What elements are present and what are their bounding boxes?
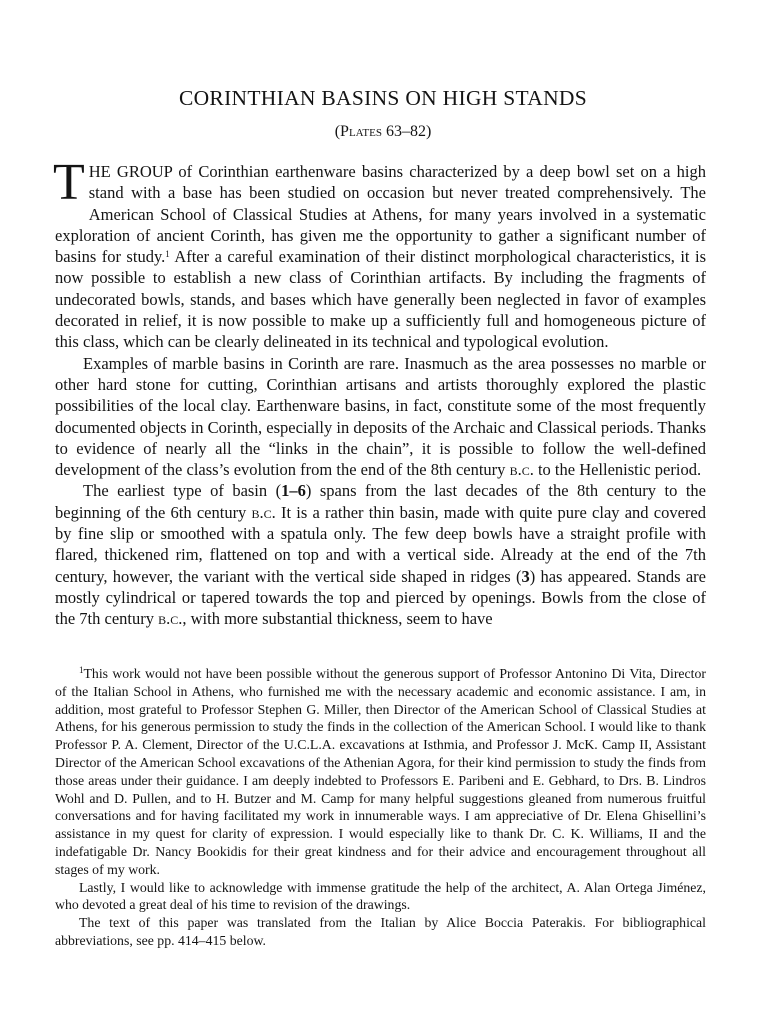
- footnote-1-continued-a: Lastly, I would like to acknowledge with immense gratitude the help of the architect, A. Alan Ortega Jiménez, who devoted a great deal of his time to revision of the drawings.: [55, 879, 706, 913]
- paragraph-3-text-d: ) has appeared. Stands are mostly cylindrical or tapered towards the top and pierced by openings. Bowls from the close of the 7th century: [55, 566, 706, 629]
- paragraph-2-text-a: Examples of marble basins in Corinth are rare. Inasmuch as the area possesses no marble or other hard stone for cutting, Corinthian artisans and artists thoroughly explored the plastic possibilities of the local clay. Earthenware basins, in fact, constitute some of the most frequently documented objects in Corinth, especially in deposits of the Archaic and Classical periods. Thanks to evidence of nearly all the “links in the chain”, it is possible to follow the well-defined development of the class’s evolution from the end of the 8th century: [55, 353, 706, 480]
- paragraph-2: [55, 353, 706, 481]
- paragraph-3-text-b: ) spans from the last decades of the 8th century to the beginning of the 6th century: [55, 481, 706, 522]
- catalogue-ref: 3: [521, 566, 530, 586]
- footnote-1-text: This work would not have been possible without the generous support of Professor Antonino Di Vita, Director of the Italian School in Athens, who furnished me with the necessary academic and economic assistance. I am, in addition, most grateful to Professor Stephen G. Miller, then Director of the American School of Classical Studies at Athens, for his generous permission to study the finds in the collection of the American School. I would like to thank Professor P. A. Clement, Director of the U.C.L.A. excavations at Isthmia, and Professor J. McK. Camp II, Assistant Director of the American School excavations of the Athenian Agora, for their kind permission to study the finds from those areas under their guidance. I am deeply indebted to Professors E. Paribeni and E. Gebhard, to Drs. B. Lindros Wohl and D. Pullen, and to H. Butzer and M. Camp for many helpful suggestions gleaned from numerous fruitful conversations and for having facilitated my work in innumerable ways. I am appreciative of Dr. Elena Ghisellini’s assistance in my quest for clarity of expression. I would especially like to thank Dr. C. K. Williams, II and the indefatigable Dr. Nancy Bookidis for their great kindness and for their advice and encouragement throughout all stages of my work.: [55, 666, 706, 877]
- paragraph-1: [53, 154, 706, 353]
- footnote-1-continued-b: The text of this paper was translated from the Italian by Alice Boccia Paterakis. For bibliographical abbreviations, see pp. 414–415 below.: [55, 915, 706, 948]
- page-title: CORINTHIAN BASINS ON HIGH STANDS: [178, 86, 588, 110]
- drop-cap: T: [53, 154, 85, 211]
- footnotes: [55, 665, 706, 950]
- era-abbrev: b.c.: [509, 460, 534, 480]
- paragraph-3-text-e: , with more substantial thickness, seem to have: [182, 609, 493, 629]
- paragraph-3-text-c: It is a rather thin basin, made with quite pure clay and covered by fine slip or smoothed with a spatula only. The few deep bowls have a straight profile with flared, thickened rim, flattened on top and with a vertical side. Already at the end of the 7th century, however, the variant with the vertical side shaped in ridges (: [55, 502, 706, 586]
- paragraph-3: [55, 480, 706, 629]
- lead-in: HE GROUP: [88, 162, 173, 181]
- main-text: [53, 154, 706, 630]
- footnote-1: [55, 665, 706, 879]
- footnote-1-marker: 1: [79, 665, 84, 675]
- paragraph-1-text-a: of Corinthian earthenware basins characterized by a deep bowl set on a high stand with a base has been studied on occasion but never treated comprehensively. The American School of Classical Studies at Athens, for many years involved in a systematic exploration of ancient Corinth, has given me the opportunity to gather a significant number of basins for study.: [55, 162, 706, 267]
- era-abbrev: b.c.: [158, 609, 183, 629]
- paragraph-3-text-a: The earliest type of basin (: [83, 481, 282, 501]
- catalogue-ref: 1–6: [281, 481, 306, 501]
- paragraph-2-text-b: to the Hellenistic period.: [533, 460, 702, 480]
- footnote-marker-1[interactable]: 1: [165, 249, 170, 260]
- plates-text: (Plates 63–82): [334, 123, 432, 140]
- paragraph-1-text-b: After a careful examination of their distinct morphological characteristics, it is now possible to establish a new class of Corinthian artifacts. By including the fragments of undecorated bowls, stands, and bases which have generally been neglected in favor of examples decorated in relief, it is now possible to make up a sufficiently full and homogeneous picture of this class, which can be clearly delineated in its technical and typological evolution.: [55, 247, 706, 352]
- plates-reference: [0, 121, 766, 143]
- era-abbrev: b.c.: [251, 502, 276, 522]
